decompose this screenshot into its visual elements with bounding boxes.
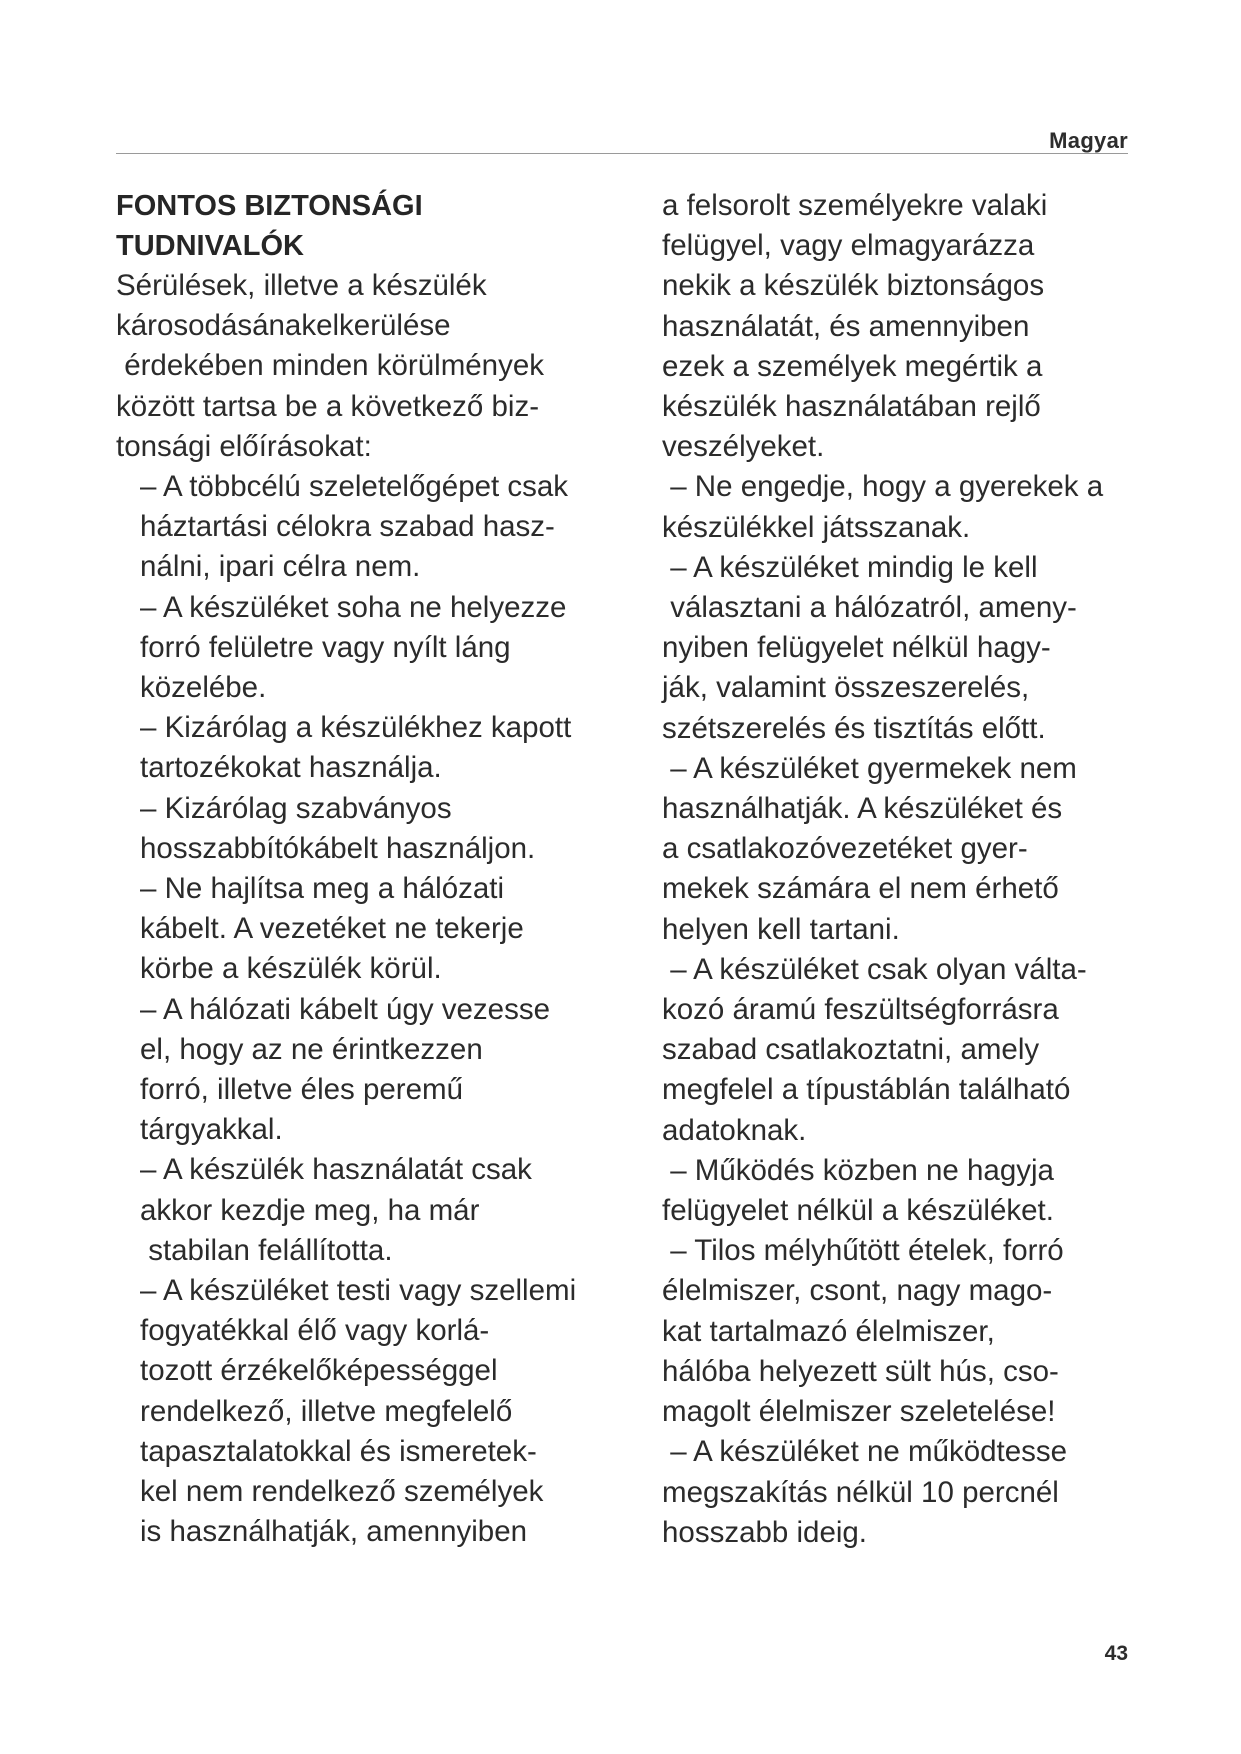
text-line: érdekében minden körülmények [116, 349, 544, 383]
text-line: kozó áramú feszültségforrásra [662, 993, 1059, 1027]
safety-list [116, 467, 676, 1552]
text-line: használhatják. A készüléket és [662, 792, 1063, 826]
list-line: akkor kezdje meg, ha már [140, 1193, 480, 1227]
text-line: hálóba helyezett sült hús, cso- [662, 1354, 1059, 1388]
text-line: felügyel, vagy elmagyarázza [662, 229, 1035, 263]
list-line: – A készülék használatát csak [140, 1153, 532, 1187]
text-line: – A készüléket gyermekek nem [662, 751, 1077, 785]
text-line: ják, valamint összeszerelés, [662, 671, 1030, 705]
list-line: hosszabbítókábelt használjon. [140, 831, 536, 865]
text-line: élelmiszer, csont, nagy mago- [662, 1274, 1053, 1308]
heading-line: TUDNIVALÓK [116, 230, 304, 262]
section-heading [116, 186, 676, 266]
text-line: választani a hálózatról, ameny- [662, 591, 1077, 625]
list-line: – A hálózati kábelt úgy vezesse [140, 992, 550, 1026]
text-line: nyiben felügyelet nélkül hagy- [662, 631, 1051, 665]
text-line: készülék használatában rejlő [662, 390, 1041, 424]
text-line: a felsorolt személyekre valaki [662, 189, 1048, 222]
text-line: szétszerelés és tisztítás előtt. [662, 711, 1046, 745]
text-line: – Ne engedje, hogy a gyerekek a [662, 470, 1104, 504]
list-line: is használhatják, amennyiben [140, 1515, 528, 1549]
text-line: ezek a személyek megértik a [662, 349, 1043, 383]
text-line: megfelel a típustáblán található [662, 1073, 1071, 1107]
right-column [662, 186, 1192, 1553]
list-line: tartozékokat használja. [140, 751, 442, 785]
list-line: – A készüléket testi vagy szellemi [140, 1274, 577, 1308]
list-line: stabilan felállította. [140, 1233, 393, 1267]
list-line: forró, illetve éles peremű [140, 1073, 464, 1107]
text-line: megszakítás nélkül 10 percnél [662, 1475, 1059, 1509]
header-language: Magyar [1049, 128, 1128, 153]
text-line: – A készüléket mindig le kell [662, 550, 1038, 584]
list-line: nálni, ipari célra nem. [140, 550, 421, 584]
text-line: károsodásánakelkerülése [116, 309, 451, 343]
text-line: mekek számára el nem érhető [662, 872, 1059, 906]
list-line: tozott érzékelőképességgel [140, 1354, 498, 1388]
list-line: rendelkező, illetve megfelelő [140, 1394, 513, 1428]
list-line: tapasztalatokkal és ismeretek- [140, 1434, 537, 1468]
text-line: veszélyeket. [662, 430, 825, 464]
text-line: adatoknak. [662, 1113, 807, 1147]
page-number: 43 [1104, 1642, 1128, 1665]
text-line: kat tartalmazó élelmiszer, [662, 1314, 995, 1348]
text-line: magolt élelmiszer szeletelése! [662, 1395, 1056, 1429]
text-line: nekik a készülék biztonságos [662, 269, 1045, 303]
list-line: fogyatékkal élő vagy korlá- [140, 1314, 490, 1348]
list-line: háztartási célokra szabad hasz- [140, 510, 555, 544]
list-line: közelébe. [140, 671, 267, 705]
list-line: kel nem rendelkező személyek [140, 1475, 544, 1509]
list-line: – Kizárólag a készülékhez kapott [140, 711, 572, 745]
text-line: – A készüléket ne működtesse [662, 1435, 1068, 1469]
text-line: szabad csatlakoztatni, amely [662, 1033, 1040, 1067]
list-line: – Ne hajlítsa meg a hálózati [140, 872, 505, 906]
left-column [116, 186, 676, 1553]
header-divider [116, 153, 1128, 154]
list-line: forró felületre vagy nyílt láng [140, 630, 511, 664]
list-line: tárgyakkal. [140, 1113, 283, 1147]
text-line: – Működés közben ne hagyja [662, 1153, 1054, 1187]
list-line: – Kizárólag szabványos [140, 791, 452, 825]
text-line: Sérülések, illetve a készülék [116, 269, 487, 302]
list-line: kábelt. A vezetéket ne tekerje [140, 912, 524, 946]
text-line: hosszabb ideig. [662, 1515, 868, 1549]
list-line: el, hogy az ne érintkezzen [140, 1032, 483, 1066]
text-line: – A készüléket csak olyan válta- [662, 952, 1087, 986]
list-line: körbe a készülék körül. [140, 952, 442, 986]
text-line: között tartsa be a következő biz- [116, 389, 540, 423]
text-line: használatát, és amennyiben [662, 309, 1030, 343]
text-line: készülékkel játsszanak. [662, 510, 971, 544]
text-line: – Tilos mélyhűtött ételek, forró [662, 1234, 1064, 1268]
text-line: a csatlakozóvezetéket gyer- [662, 832, 1028, 866]
text-line: tonsági előírásokat: [116, 429, 372, 463]
list-line: – A többcélú szeletelőgépet csak [140, 470, 569, 504]
intro-paragraph [116, 266, 676, 467]
heading-line: FONTOS BIZTONSÁGI [116, 190, 423, 222]
text-line: helyen kell tartani. [662, 912, 900, 946]
list-line: – A készüléket soha ne helyezze [140, 590, 567, 624]
text-line: felügyelet nélkül a készüléket. [662, 1194, 1054, 1228]
